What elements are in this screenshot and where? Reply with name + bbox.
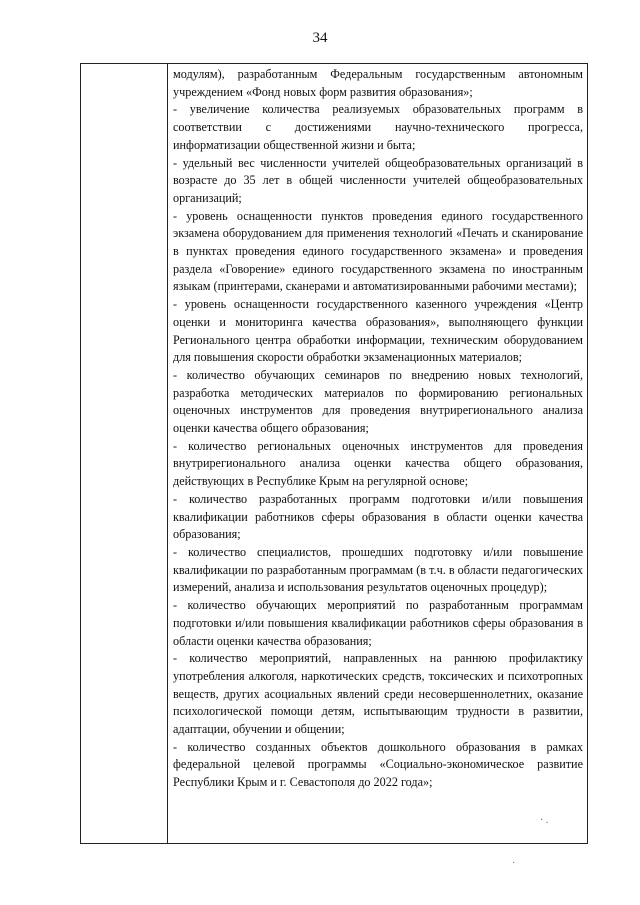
- table-right-cell: [173, 66, 583, 792]
- table-paragraph: - количество разработанных программ подготовки и/или повышения квалификации работников сферы образования в области оценки качества образования;: [173, 491, 583, 542]
- table-paragraph: - количество обучающих семинаров по внедрению новых технологий, разработка методических материалов по формированию региональных оценочных инструментов для проведения внутрирегионального анализа оценки качества общего образования;: [173, 367, 583, 436]
- table-paragraph: - количество созданных объектов дошкольного образования в рамках федеральной целевой программы «Социально-экономическое развитие Республики Крым и г. Севастополя до 2022 года»;: [173, 739, 583, 790]
- table-paragraph: - количество мероприятий, направленных на раннюю профилактику употребления алкоголя, наркотических средств, токсических и психотропных веществ, других асоциальных явлений среди несовершеннолетних, оказание психологической помощи детям, испытывающим трудности в развитии, адаптации, обучении и общении;: [173, 651, 583, 737]
- table-paragraph: - уровень оснащенности пунктов проведения единого государственного экзамена оборудованием для применения технологий «Печать и сканирование в пунктах проведения единого государственного экзамена» и проведения раздела «Говорение» единого государственного экзамена по иностранным языкам (принтерами, сканерами и автоматизированными рабочими местами);: [173, 208, 583, 294]
- table-paragraph: - увеличение количества реализуемых образовательных программ в соответствии с достижениями научно-технического прогресса, информатизации общественной жизни и быта;: [173, 102, 583, 152]
- table-paragraph: - количество региональных оценочных инструментов для проведения внутрирегионального анализа оценки качества общего образования, действующих в Республике Крым на регулярной основе;: [173, 438, 583, 489]
- table-column-divider: [167, 64, 168, 843]
- scan-speck-mark: ·: [512, 858, 516, 869]
- document-table: [80, 63, 588, 844]
- table-paragraph: - уровень оснащенности государственного казенного учреждения «Центр оценки и мониторинга качества образования», выполняющего функции Регионального центра обработки информации, техническим оборудованием для повышения скорости обработки экзаменационных материалов;: [173, 297, 583, 365]
- table-paragraph: - количество специалистов, прошедших подготовку и/или повышение квалификации по разработанным программам (в т.ч. в области педагогических измерений, анализа и использования результатов оценочных процедур);: [173, 544, 583, 595]
- table-paragraph: модулям), разработанным Федеральным государственным автономным учреждением «Фонд новых форм развития образования»;: [173, 67, 583, 99]
- table-paragraph: - количество обучающих мероприятий по разработанным программам подготовки и/или повышения квалификации работников сферы образования в области оценки качества образования;: [173, 598, 583, 648]
- page-number: 34: [312, 30, 328, 46]
- table-paragraph: - удельный вес численности учителей общеобразовательных организаций в возрасте до 35 лет в общей численности учителей общеобразовательных организаций;: [173, 155, 583, 205]
- scan-speck-mark: · .: [540, 815, 549, 826]
